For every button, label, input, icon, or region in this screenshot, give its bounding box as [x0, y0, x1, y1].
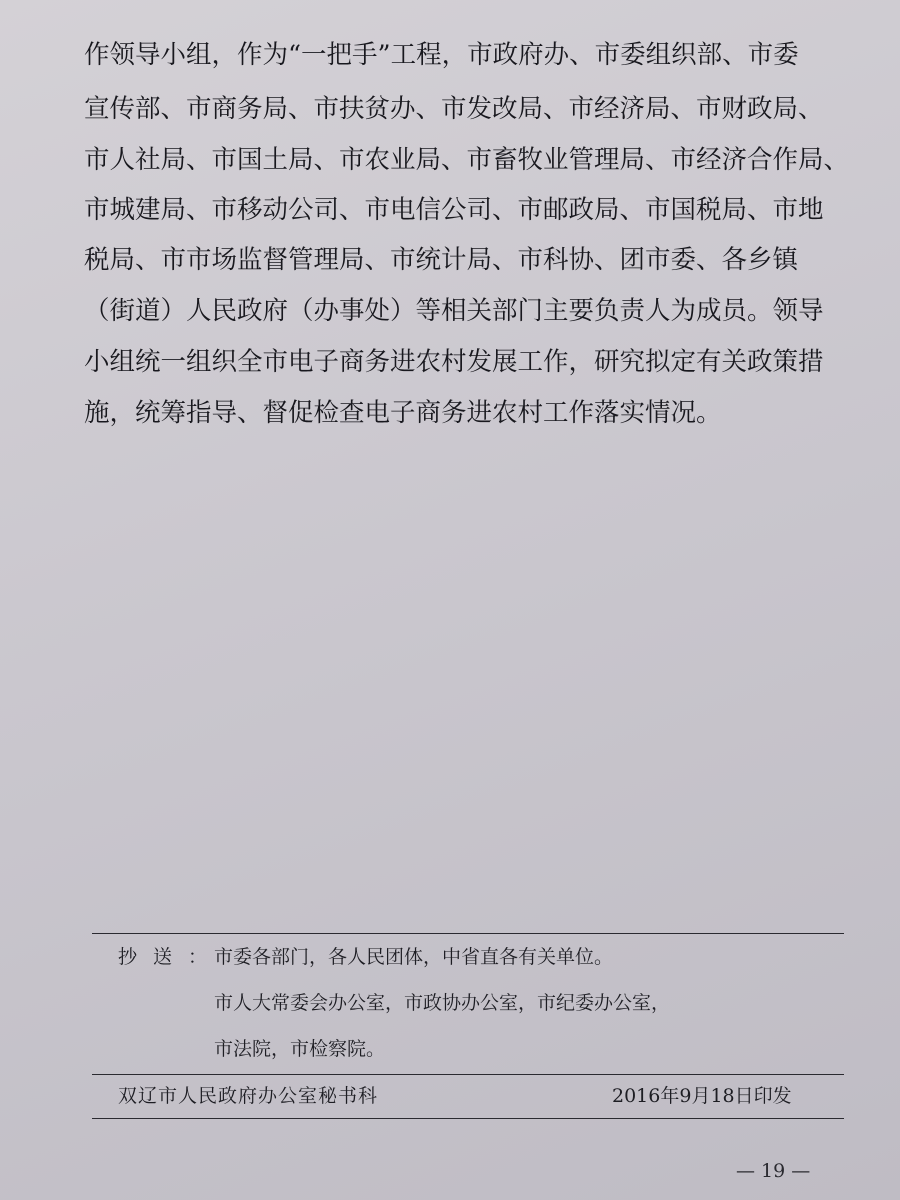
body-line-5: 税局、市市场监督管理局、市统计局、市科协、团市委、各乡镇 [84, 245, 799, 275]
body-line-2: 宣传部、市商务局、市扶贫办、市发改局、市经济局、市财政局、 [84, 94, 824, 124]
cc-label: 抄送： [118, 946, 224, 968]
cc-line-3: 市法院，市检察院。 [214, 1038, 386, 1060]
cc-line-1: 市委各部门，各人民团体，中省直各有关单位。 [214, 946, 614, 968]
body-line-8: 施，统筹指导、督促检查电子商务进农村工作落实情况。 [84, 398, 722, 428]
print-date: 2016年9月18日印发 [612, 1085, 792, 1107]
body-line-1: 作领导小组，作为“一把手”工程，市政府办、市委组织部、市委 [84, 40, 799, 70]
footer-bottom-rule [92, 1118, 844, 1119]
body-line-4: 市城建局、市移动公司、市电信公司、市邮政局、市国税局、市地 [84, 195, 824, 225]
cc-line-2: 市人大常委会办公室，市政协办公室，市纪委办公室， [214, 992, 671, 1014]
body-line-3: 市人社局、市国土局、市农业局、市畜牧业管理局、市经济合作局、 [84, 145, 850, 175]
cc-top-rule [92, 933, 844, 934]
footer-top-rule [92, 1074, 844, 1075]
body-line-6: （街道）人民政府（办事处）等相关部门主要负责人为成员。领导 [84, 296, 824, 326]
page-number: — 19 — [736, 1160, 811, 1182]
body-line-7: 小组统一组织全市电子商务进农村发展工作，研究拟定有关政策措 [84, 347, 824, 377]
issuing-office: 双辽市人民政府办公室秘书科 [118, 1085, 379, 1107]
